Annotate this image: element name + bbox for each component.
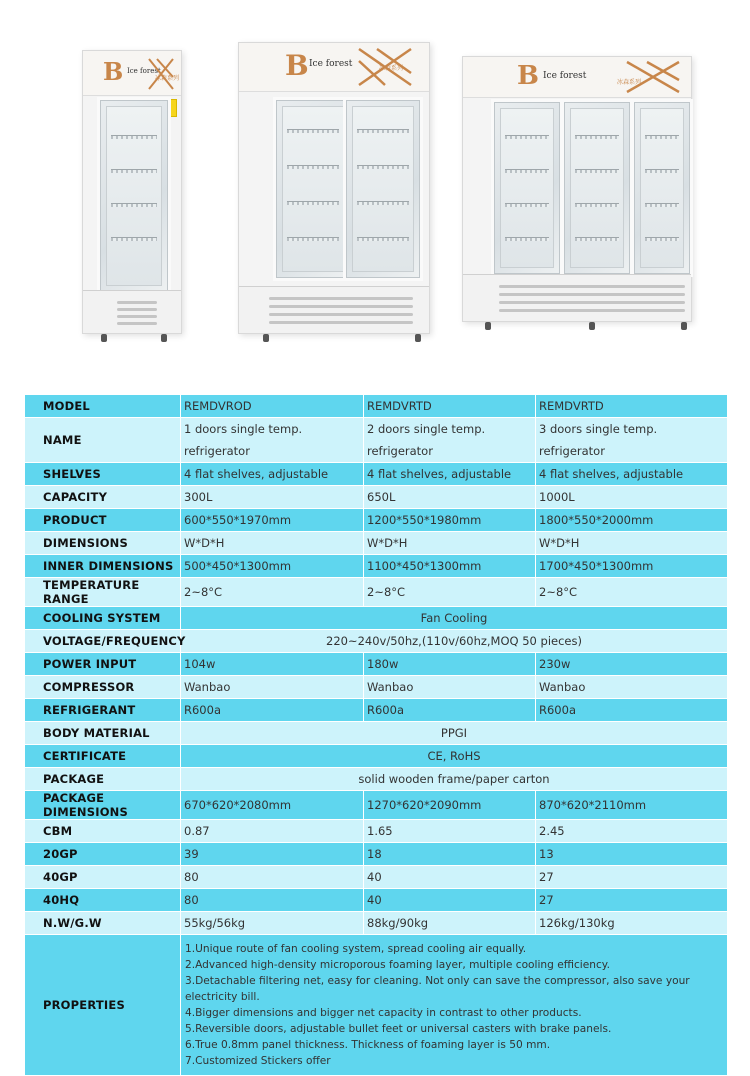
value-cell: 1270*620*2090mm [364,791,536,820]
spec-table [24,394,728,1076]
row-label: CBM [25,820,181,843]
table-row [25,820,728,843]
value-cell: 55kg/56kg [181,912,364,935]
row-label: VOLTAGE/FREQUENCY [25,630,181,653]
value-cell: 2.45 [536,820,728,843]
value-cell: 27 [536,866,728,889]
value-cell: W*D*H [181,532,364,555]
table-row [25,722,728,745]
table-row [25,843,728,866]
value-cell: 0.87 [181,820,364,843]
value-cell: 80 [181,866,364,889]
property-item: 3.Detachable filtering net, easy for cleaning. Not only can save the compressor, also save your electricity bill. [185,975,690,1003]
table-row [25,699,728,722]
value-cell: 126kg/130kg [536,912,728,935]
fridge-header-panel [463,57,691,98]
value-cell: REMDVROD [181,395,364,418]
merged-value-cell: 220~240v/50hz,(110v/60hz,MOQ 50 pieces) [181,630,728,653]
value-cell: 230w [536,653,728,676]
value-cell: 2~8°C [181,578,364,607]
row-label: POWER INPUT [25,653,181,676]
product-photo-area [0,0,750,385]
glass-door-middle [561,99,633,277]
value-cell: 40 [364,866,536,889]
row-label: 20GP [25,843,181,866]
row-label: COMPRESSOR [25,676,181,699]
value-line: 1 doors single temp. [184,422,303,436]
row-label: COOLING SYSTEM [25,607,181,630]
table-row [25,418,728,463]
value-cell: W*D*H [364,532,536,555]
merged-value-cell: solid wooden frame/paper carton [181,768,728,791]
glass-door [97,97,171,295]
row-label: INNER DIMENSIONS [25,555,181,578]
table-row [25,768,728,791]
value-cell: R600a [364,699,536,722]
property-item: 2.Advanced high-density microporous foaming layer, multiple cooling efficiency. [185,959,610,971]
brand-logo-letter: B [285,49,309,82]
row-label: TEMPERATURE RANGE [25,578,181,607]
value-line: refrigerator [539,444,605,458]
value-cell: 600*550*1970mm [181,509,364,532]
fridge-1-door-image [82,50,182,334]
row-label: DIMENSIONS [25,532,181,555]
brand-name: Ice forest [309,59,353,69]
value-line: 2 doors single temp. [367,422,486,436]
row-label: CERTIFICATE [25,745,181,768]
value-cell: 1100*450*1300mm [364,555,536,578]
glass-door-right [343,97,423,281]
properties-list [181,935,727,1075]
value-cell: Wanbao [181,676,364,699]
value-cell: 670*620*2080mm [181,791,364,820]
table-row [25,676,728,699]
value-cell: 1800*550*2000mm [536,509,728,532]
value-line: refrigerator [184,444,250,458]
fridge-3-door-image [462,56,692,322]
value-cell: 650L [364,486,536,509]
brand-logo-letter: B [103,57,124,86]
value-line: 3 doors single temp. [539,422,658,436]
row-label: REFRIGERANT [25,699,181,722]
value-cell: 40 [364,889,536,912]
value-cell [181,418,364,463]
row-label: NAME [25,418,181,463]
value-cell: 88kg/90kg [364,912,536,935]
value-cell: 80 [181,889,364,912]
glass-door-left [273,97,353,281]
brand-cn-label: 冰森系列 [155,75,180,82]
fridge-header-panel [239,43,429,92]
value-cell: 2~8°C [364,578,536,607]
table-row [25,578,728,607]
value-cell: Wanbao [536,676,728,699]
table-row [25,607,728,630]
brand-name: Ice forest [543,71,587,81]
cross-decoration-icon [147,57,175,91]
value-cell: 4 flat shelves, adjustable [181,463,364,486]
table-row [25,745,728,768]
value-cell: REMDVRTD [364,395,536,418]
glass-door-right [631,99,693,277]
merged-value-cell: Fan Cooling [181,607,728,630]
cross-decoration-icon [623,60,683,94]
table-row [25,889,728,912]
value-cell: 870*620*2110mm [536,791,728,820]
value-cell: R600a [181,699,364,722]
value-cell: 500*450*1300mm [181,555,364,578]
properties-value-cell [181,935,728,1076]
table-row [25,509,728,532]
glass-door-left [491,99,563,277]
value-cell [364,418,536,463]
row-label: CAPACITY [25,486,181,509]
value-cell [536,418,728,463]
cross-decoration-icon [355,47,415,87]
row-label: N.W/G.W [25,912,181,935]
value-cell: 1200*550*1980mm [364,509,536,532]
table-row [25,555,728,578]
value-cell: 27 [536,889,728,912]
table-row [25,395,728,418]
property-item: 6.True 0.8mm panel thickness. Thickness of foaming layer is 50 mm. [185,1039,551,1051]
value-cell: REMDVRTD [536,395,728,418]
table-row [25,912,728,935]
property-item: 7.Customized Stickers offer [185,1055,331,1067]
spec-table-body [25,395,728,1076]
fridge-header-panel [83,51,181,96]
property-item: 5.Reversible doors, adjustable bullet feet or universal casters with brake panels. [185,1023,612,1035]
value-cell: Wanbao [364,676,536,699]
fridge-base [463,274,691,321]
row-label: BODY MATERIAL [25,722,181,745]
fridge-base [83,290,181,333]
value-cell: R600a [536,699,728,722]
value-cell: 1.65 [364,820,536,843]
table-row [25,532,728,555]
property-item: 1.Unique route of fan cooling system, spread cooling air equally. [185,943,527,955]
row-label: PACKAGE DIMENSIONS [25,791,181,820]
row-label: 40GP [25,866,181,889]
brand-cn-label: 冰森系列 [379,65,404,72]
value-cell: 300L [181,486,364,509]
table-row [25,791,728,820]
row-label: 40HQ [25,889,181,912]
value-cell: 39 [181,843,364,866]
value-cell: 4 flat shelves, adjustable [536,463,728,486]
row-label: SHELVES [25,463,181,486]
value-cell: 104w [181,653,364,676]
table-row [25,866,728,889]
value-cell: 13 [536,843,728,866]
value-cell: W*D*H [536,532,728,555]
value-cell: 4 flat shelves, adjustable [364,463,536,486]
row-label: MODEL [25,395,181,418]
table-row [25,486,728,509]
value-cell: 2~8°C [536,578,728,607]
value-cell: 1700*450*1300mm [536,555,728,578]
table-row [25,630,728,653]
value-line: refrigerator [367,444,433,458]
fridge-2-door-image [238,42,430,334]
row-label: PACKAGE [25,768,181,791]
merged-value-cell: CE, RoHS [181,745,728,768]
value-cell: 180w [364,653,536,676]
value-cell: 18 [364,843,536,866]
merged-value-cell: PPGI [181,722,728,745]
properties-row [25,935,728,1076]
brand-cn-label: 冰森系列 [617,79,642,86]
fridge-base [239,286,429,333]
table-row [25,463,728,486]
table-row [25,653,728,676]
brand-name: Ice forest [127,67,161,75]
brand-logo-letter: B [517,61,539,91]
value-cell: 1000L [536,486,728,509]
row-label: PRODUCT [25,509,181,532]
properties-label: PROPERTIES [25,935,181,1076]
property-item: 4.Bigger dimensions and bigger net capacity in contrast to other products. [185,1007,582,1019]
